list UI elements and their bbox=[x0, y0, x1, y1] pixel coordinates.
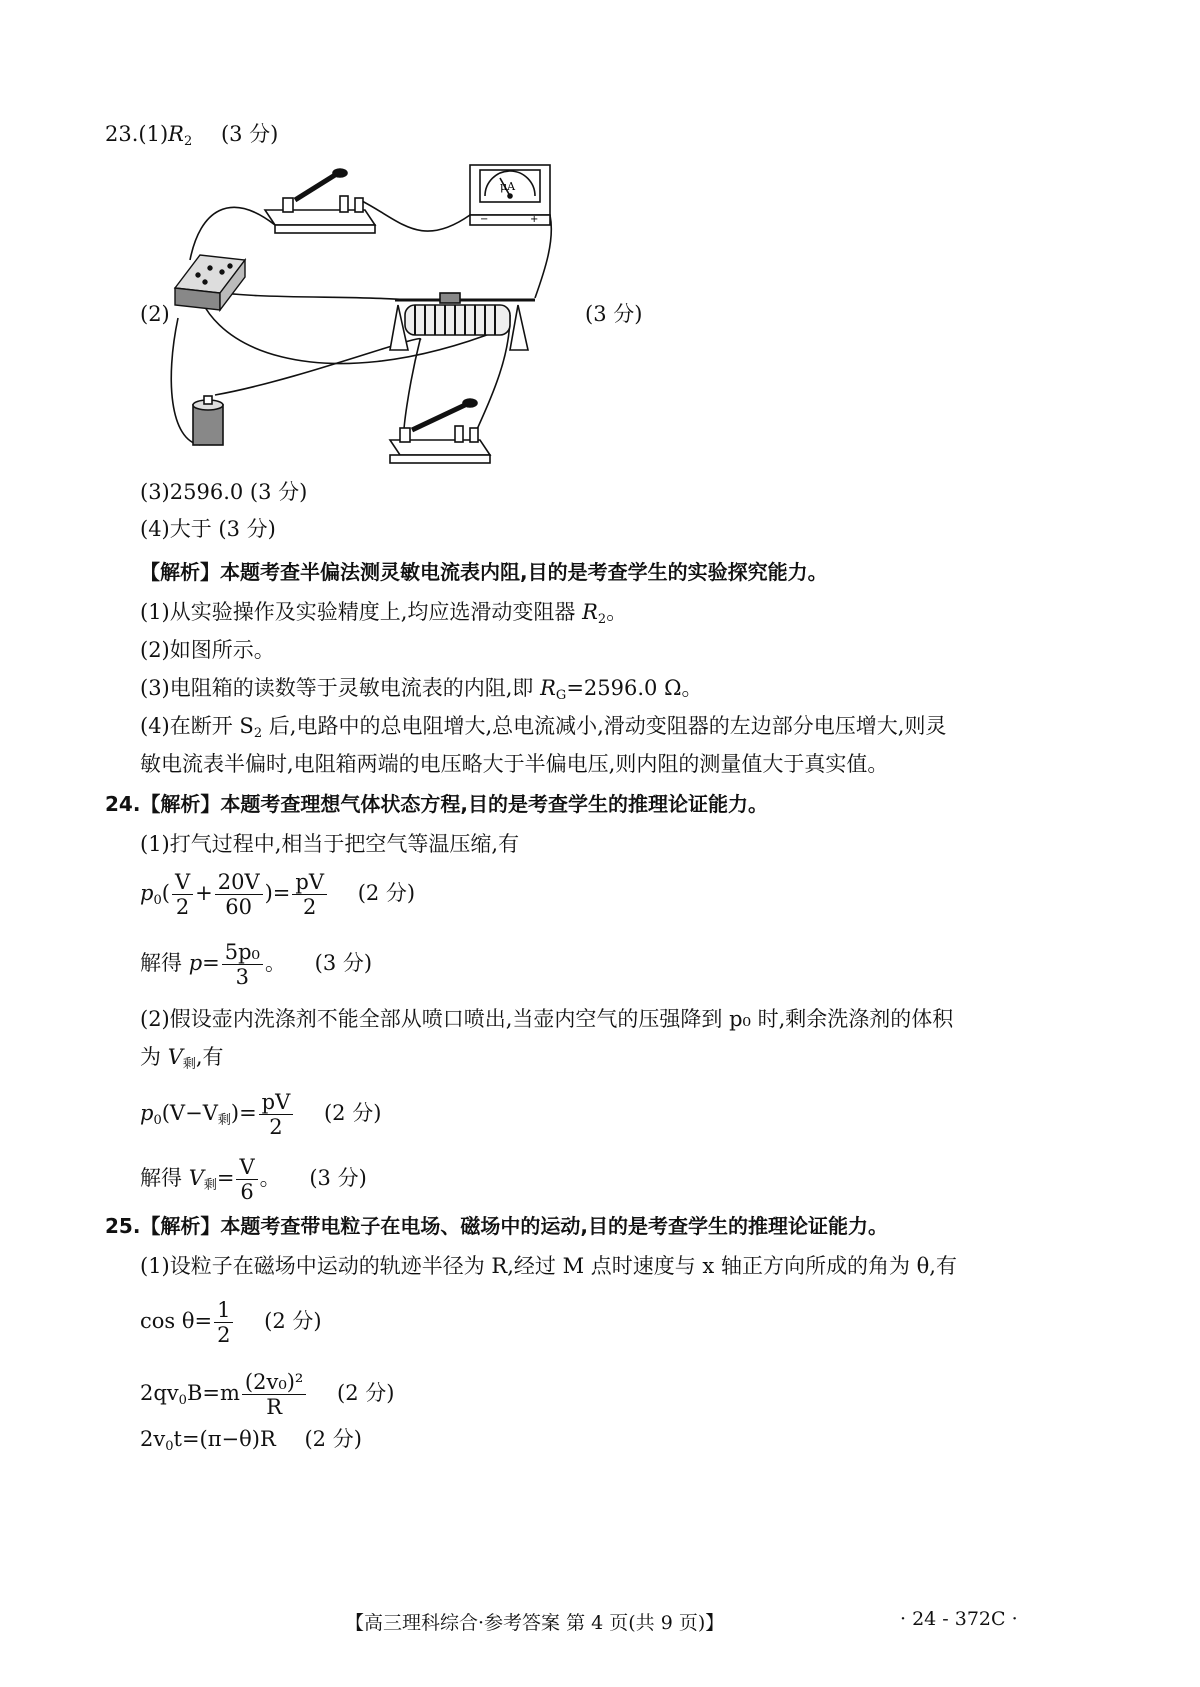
text: (1)从实验操作及实验精度上,均应选滑动变阻器 bbox=[140, 600, 583, 624]
fraction: $\frac{pV}{2}$ bbox=[292, 870, 327, 919]
footer-center: 【高三理科综合·参考答案 第 4 页(共 9 页)】 bbox=[345, 1612, 725, 1634]
q24-sol2: 解得 $V_剩=$ $\frac{V}{6}$ 。 (3 分) bbox=[140, 1155, 367, 1204]
switch-top bbox=[265, 169, 375, 233]
resistance-box bbox=[175, 255, 245, 310]
q23-analysis-1 bbox=[140, 598, 627, 626]
fraction: $\frac{1}{2}$ bbox=[214, 1298, 233, 1347]
var: R bbox=[582, 600, 598, 624]
q25-p1: (1)设粒子在磁场中运动的轨迹半径为 R,经过 M 点时速度与 x 轴正方向所成的角为 θ,有 bbox=[140, 1254, 957, 1278]
fraction: $\frac{\text{5p₀}}{3}$ bbox=[222, 940, 263, 989]
fraction: $\frac{pV}{2}$ bbox=[259, 1090, 294, 1139]
q23-analysis-2: (2)如图所示。 bbox=[140, 638, 275, 662]
resistor-var: R bbox=[168, 122, 184, 146]
fraction: $\frac{\text{(2v₀)²}}{R}$ bbox=[242, 1370, 306, 1419]
score: (2 分) bbox=[337, 1381, 395, 1405]
q25-eq1: cos θ= $\frac{1}{2}$ (2 分) bbox=[140, 1298, 322, 1347]
fraction: $\frac{V}{6}$ bbox=[236, 1155, 257, 1204]
q24-p2-line1: (2)假设壶内洗涤剂不能全部从喷口喷出,当壶内空气的压强降到 p₀ 时,剩余洗涤剂的体积 bbox=[140, 1007, 954, 1031]
q24-sol1: 解得 p= $\frac{\text{5p₀}}{3}$ 。 (3 分) bbox=[140, 940, 373, 989]
score: (2 分) bbox=[357, 881, 416, 905]
score: (3 分) bbox=[220, 122, 279, 146]
q24-p2-line2: 为 $V_剩$,有 bbox=[140, 1045, 224, 1072]
wire bbox=[190, 207, 275, 260]
switch-bottom bbox=[390, 399, 490, 463]
q24-eq2: $p_0(V-V_剩)=$ $\frac{pV}{2}$ (2 分) bbox=[140, 1090, 382, 1139]
score: (2 分) bbox=[304, 1427, 362, 1451]
text: (3)电阻箱的读数等于灵敏电流表的内阻,即 bbox=[140, 676, 541, 700]
score: (3 分) bbox=[314, 951, 373, 975]
circuit-diagram bbox=[0, 0, 1200, 480]
q25-eq3: $2v_0t=(\pi-\theta)R$ (2 分) bbox=[140, 1427, 362, 1454]
subscript: 2 bbox=[253, 726, 263, 741]
text: 。 bbox=[606, 600, 628, 624]
meter-plus: + bbox=[530, 214, 539, 225]
q25-eq2: $2qv_0B=m$ $\frac{\text{(2v₀)²}}{R}$ (2 分) bbox=[140, 1370, 395, 1419]
q24-p1: (1)打气过程中,相当于把空气等温压缩,有 bbox=[140, 832, 520, 856]
q23-analysis-head: 【解析】本题考查半偏法测灵敏电流表内阻,目的是考查学生的实验探究能力。 bbox=[140, 560, 828, 584]
score: (3 分) bbox=[309, 1166, 367, 1190]
score: (2 分) bbox=[264, 1309, 322, 1333]
figure-score: (3 分) bbox=[585, 302, 643, 326]
subscript: G bbox=[555, 688, 567, 703]
subscript: 2 bbox=[183, 134, 193, 149]
q25-head: 25.【解析】本题考查带电粒子在电场、磁场中的运动,目的是考查学生的推理论证能力。 bbox=[105, 1214, 889, 1238]
q23-analysis-4 bbox=[140, 712, 946, 740]
q23-analysis-3 bbox=[140, 674, 702, 702]
text: =2596.0 Ω。 bbox=[566, 676, 703, 700]
q23-answer-3: (3)2596.0 (3 分) bbox=[140, 480, 308, 504]
subscript: 2 bbox=[597, 612, 607, 627]
question-number: 23.(1) bbox=[105, 122, 169, 146]
text: (4)在断开 S bbox=[140, 714, 254, 738]
meter-label: μA bbox=[500, 180, 516, 193]
q24-eq1: $p_0$( $\frac{V}{2}$ + $\frac{20V}{60}$ )= $\frac{pV}{2}$ (2 分) bbox=[140, 870, 416, 919]
battery bbox=[193, 396, 223, 445]
figure-label: (2) bbox=[140, 302, 170, 326]
q24-head: 24.【解析】本题考查理想气体状态方程,目的是考查学生的推理论证能力。 bbox=[105, 792, 769, 816]
fraction: $\frac{V}{2}$ bbox=[172, 870, 193, 919]
rheostat bbox=[390, 293, 535, 350]
var: R bbox=[540, 676, 556, 700]
meter-minus: − bbox=[480, 214, 489, 225]
q23-analysis-4b: 敏电流表半偏时,电阻箱两端的电压略大于半偏电压,则内阻的测量值大于真实值。 bbox=[140, 752, 889, 776]
score: (2 分) bbox=[323, 1101, 382, 1125]
q23-answer-4: (4)大于 (3 分) bbox=[140, 517, 276, 541]
footer-right: · 24 - 372C · bbox=[900, 1608, 1018, 1630]
fraction: $\frac{20V}{60}$ bbox=[215, 870, 263, 919]
text: 后,电路中的总电阻增大,总电流减小,滑动变阻器的左边部分电压增大,则灵 bbox=[262, 714, 947, 738]
